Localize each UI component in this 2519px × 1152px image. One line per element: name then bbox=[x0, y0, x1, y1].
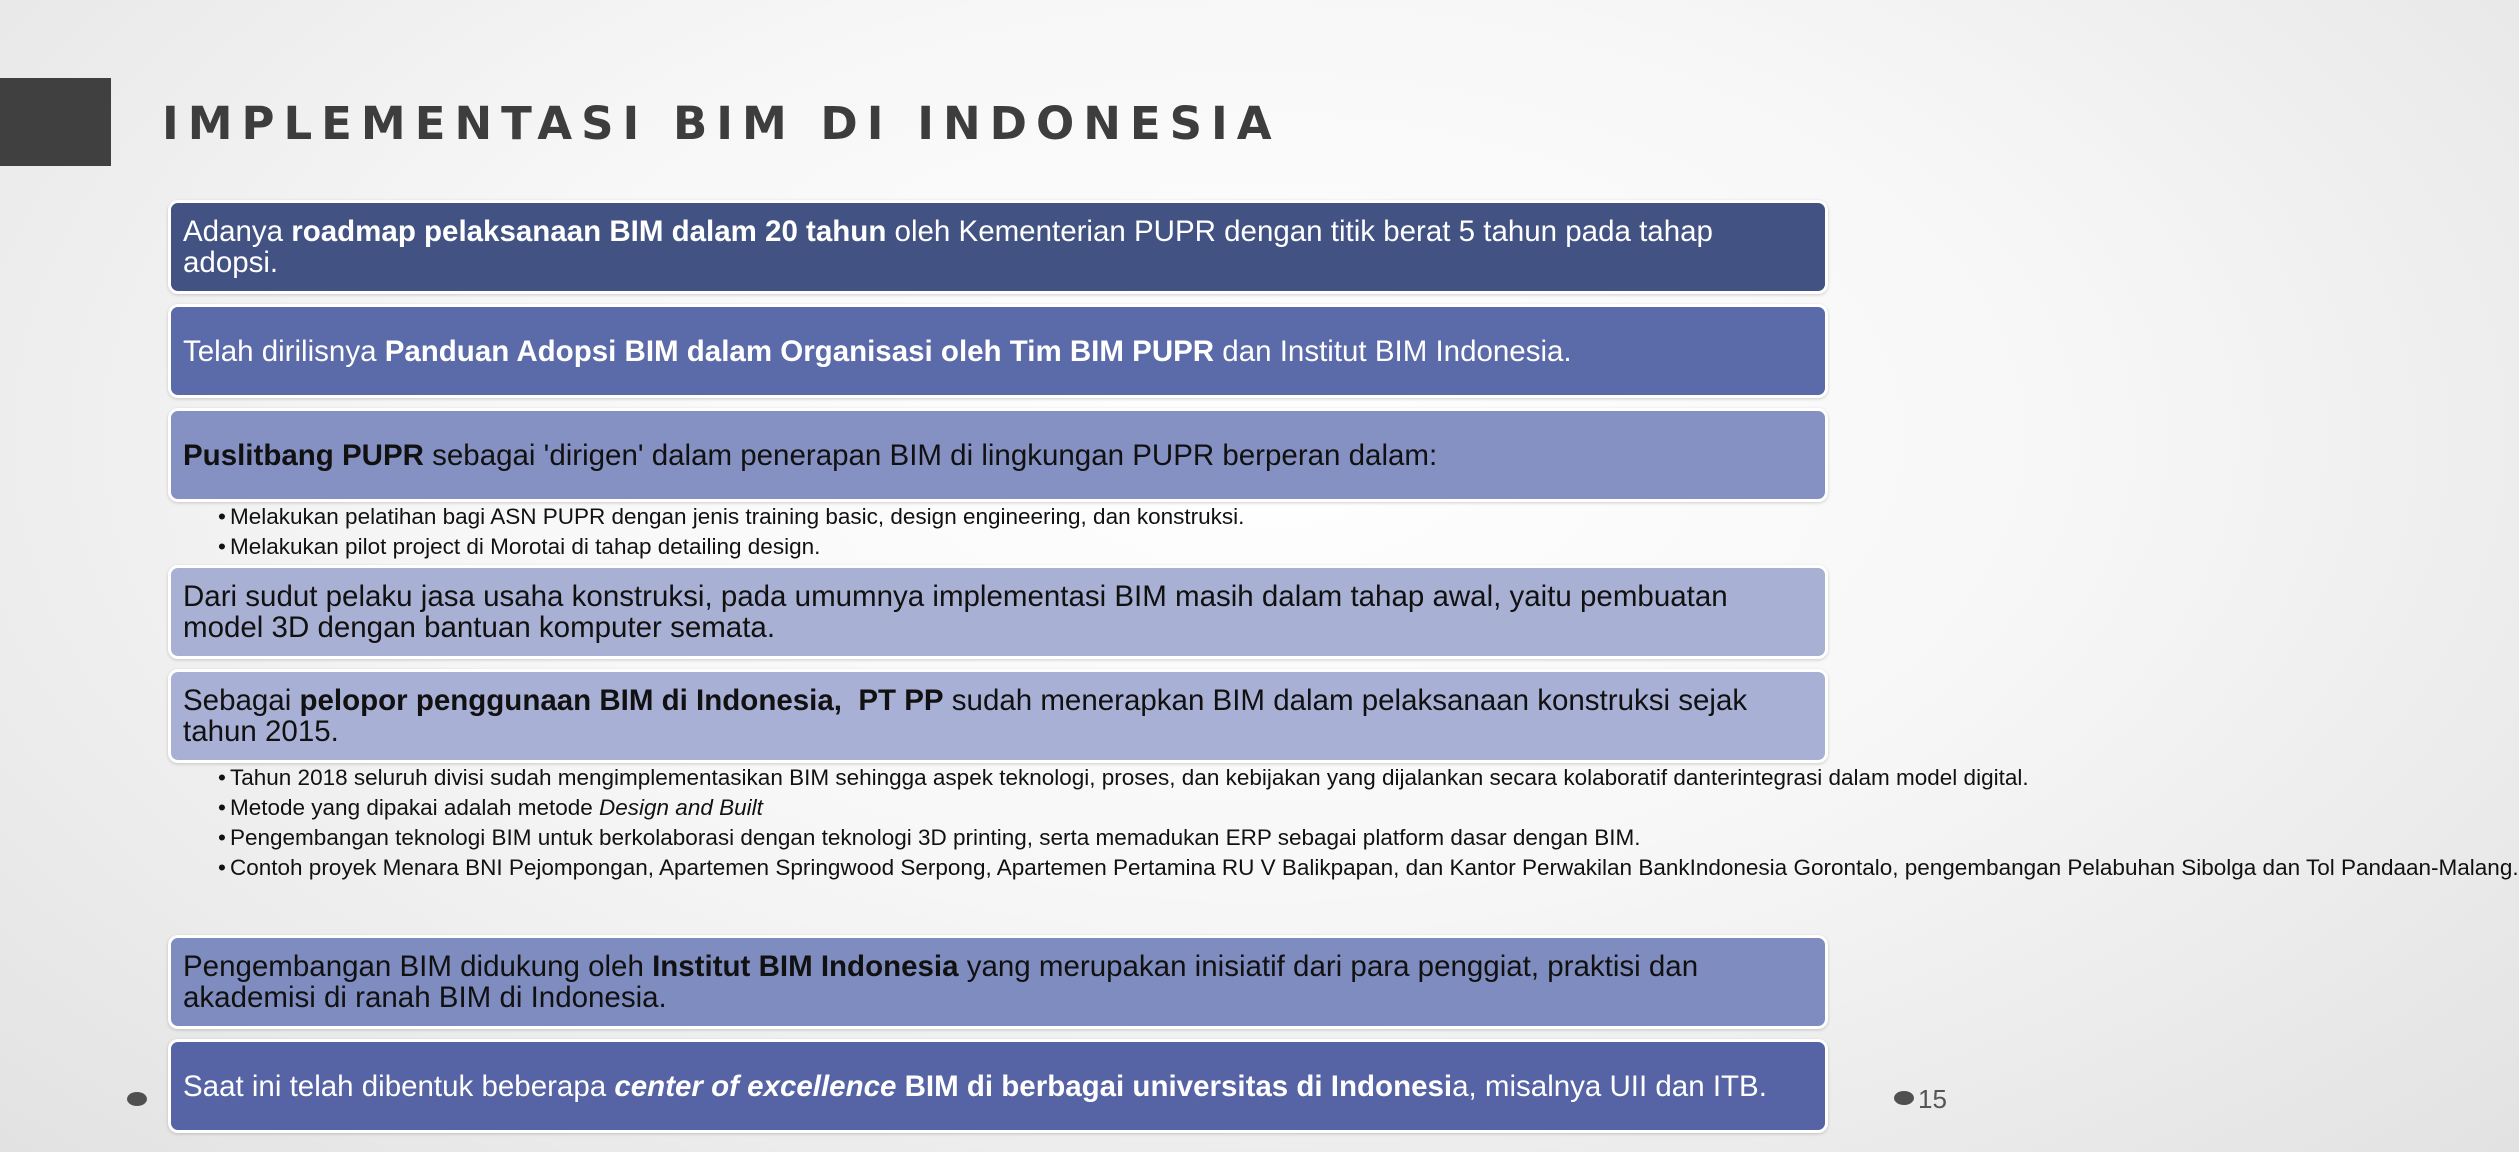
footer-dot-right bbox=[1894, 1091, 1914, 1105]
page-number: 15 bbox=[1918, 1084, 1947, 1114]
text-line bbox=[1711, 765, 2029, 790]
text-line bbox=[183, 716, 1813, 747]
slide-title: IMPLEMENTASI BIM DI INDONESIA bbox=[162, 97, 1281, 150]
text-line bbox=[183, 982, 1813, 1013]
text-run: Telah dirilisnya bbox=[183, 334, 385, 368]
puslitbang-bullet-list bbox=[218, 505, 1818, 565]
content-box-panduan bbox=[168, 304, 1828, 398]
bullet-icon: • bbox=[218, 855, 226, 880]
text-run: Indonesia Gorontalo, pengembangan Pelabuhan Sibolga dan Tol Pandaan-Malang. bbox=[1689, 855, 2519, 880]
text-run: Melakukan pelatihan bagi ASN PUPR dengan jenis training basic, design engineering, dan konstruksi. bbox=[230, 504, 1245, 529]
content-box-puslitbang bbox=[168, 408, 1828, 502]
text-line bbox=[183, 336, 1813, 367]
text-run: pelopor penggunaan BIM di Indonesia, PT PP bbox=[299, 684, 944, 717]
bullet-text bbox=[230, 826, 1818, 850]
text-run: Melakukan pilot project di Morotai di tahap detailing design. bbox=[230, 534, 821, 559]
text-run: Tahun 2018 seluruh divisi sudah mengimplementasikan BIM sehingga aspek teknologi, proses, dan kebijakan yang dijalankan secara kolaboratif dan bbox=[230, 765, 1711, 790]
text-run: sebagai 'dirigen' dalam penerapan BIM di lingkungan PUPR berperan dalam: bbox=[423, 438, 1438, 472]
bullet-icon: • bbox=[218, 825, 226, 850]
text-run: Pengembangan BIM didukung oleh bbox=[183, 950, 653, 983]
text-run: yang merupakan inisiatif dari para penggiat, praktisi dan bbox=[958, 950, 1699, 983]
bullet-item bbox=[218, 765, 2029, 790]
text-line bbox=[230, 534, 820, 559]
bullet-item bbox=[218, 855, 2519, 880]
text-run: oleh Kementerian PUPR dengan titik berat 5 tahun pada tahap bbox=[886, 215, 1713, 248]
bullet-icon: • bbox=[218, 795, 226, 820]
content-box-pt-pp bbox=[168, 669, 1828, 763]
bullet-item bbox=[218, 826, 1818, 850]
text-line bbox=[183, 612, 1813, 643]
text-line bbox=[183, 440, 1813, 471]
pt-pp-bullet-list bbox=[218, 765, 2519, 886]
text-run: Design and Built bbox=[599, 795, 763, 820]
text-run: roadmap pelaksanaan BIM dalam 20 tahun bbox=[291, 215, 887, 248]
text-line bbox=[183, 216, 1813, 247]
text-line bbox=[183, 1071, 1813, 1102]
text-run: BIM di berbagai universitas di Indonesi bbox=[896, 1069, 1453, 1103]
text-run: center of excellence bbox=[614, 1069, 897, 1103]
text-line bbox=[183, 951, 1813, 982]
text-run: Saat ini telah dibentuk beberapa bbox=[183, 1069, 615, 1103]
text-line bbox=[183, 581, 1813, 612]
text-line bbox=[230, 855, 1690, 880]
text-run: Adanya bbox=[183, 215, 292, 248]
bullet-text bbox=[230, 856, 2519, 880]
text-run: sudah menerapkan BIM dalam pelaksanaan konstruksi sejak bbox=[943, 684, 1748, 717]
content-box-center-of-excellence bbox=[168, 1039, 1828, 1133]
text-run: Contoh proyek Menara BNI Pejompongan, Apartemen Springwood Serpong, Apartemen Pertamina RU V Balikpapan, dan Kantor Perwakilan Bank bbox=[230, 855, 1690, 880]
text-run: Pengembangan teknologi BIM untuk berkolaborasi dengan teknologi 3D printing, serta memadukan ERP sebagai platform dasar dengan BIM. bbox=[230, 825, 1641, 850]
bullet-text bbox=[230, 766, 2029, 790]
text-run: akademisi di ranah BIM di Indonesia. bbox=[183, 981, 667, 1014]
bullet-text bbox=[230, 535, 1818, 559]
bullet-text bbox=[230, 505, 1818, 529]
text-run: Panduan Adopsi BIM dalam Organisasi oleh Tim BIM PUPR bbox=[384, 334, 1215, 368]
title-accent-block bbox=[0, 78, 111, 166]
text-run: Puslitbang PUPR bbox=[183, 438, 424, 472]
text-run: dan Institut BIM Indonesia. bbox=[1214, 334, 1572, 368]
bullet-icon: • bbox=[218, 504, 226, 529]
content-box-institut-bim bbox=[168, 935, 1828, 1029]
content-box-jasa-konstruksi bbox=[168, 565, 1828, 659]
text-run: Institut BIM Indonesia bbox=[652, 950, 959, 983]
bullet-item bbox=[218, 796, 1818, 820]
text-run: a, misalnya UII dan ITB. bbox=[1452, 1069, 1767, 1103]
text-line bbox=[230, 504, 1244, 529]
text-line bbox=[230, 765, 1711, 790]
text-run: Dari sudut pelaku jasa usaha konstruksi, pada umumnya implementasi BIM masih dalam tahap awal, yaitu pembuatan bbox=[183, 580, 1728, 613]
footer-dot-left bbox=[127, 1092, 147, 1106]
text-line bbox=[1690, 855, 2519, 880]
bullet-icon: • bbox=[218, 765, 226, 790]
text-run: model 3D dengan bantuan komputer semata. bbox=[183, 611, 776, 644]
text-line bbox=[230, 825, 1640, 850]
bullet-icon: • bbox=[218, 534, 226, 559]
bullet-item bbox=[218, 505, 1818, 529]
bullet-text bbox=[230, 796, 1818, 820]
text-line bbox=[183, 247, 1813, 278]
bullet-item bbox=[218, 535, 1818, 559]
content-box-roadmap bbox=[168, 200, 1828, 294]
text-run: Metode yang dipakai adalah metode bbox=[230, 795, 600, 820]
text-line bbox=[230, 795, 763, 820]
text-run: terintegrasi dalam model digital. bbox=[1710, 765, 2029, 790]
text-run: Sebagai bbox=[183, 684, 300, 717]
text-run: adopsi. bbox=[183, 246, 279, 279]
text-run: tahun 2015. bbox=[183, 715, 339, 748]
text-line bbox=[183, 685, 1813, 716]
